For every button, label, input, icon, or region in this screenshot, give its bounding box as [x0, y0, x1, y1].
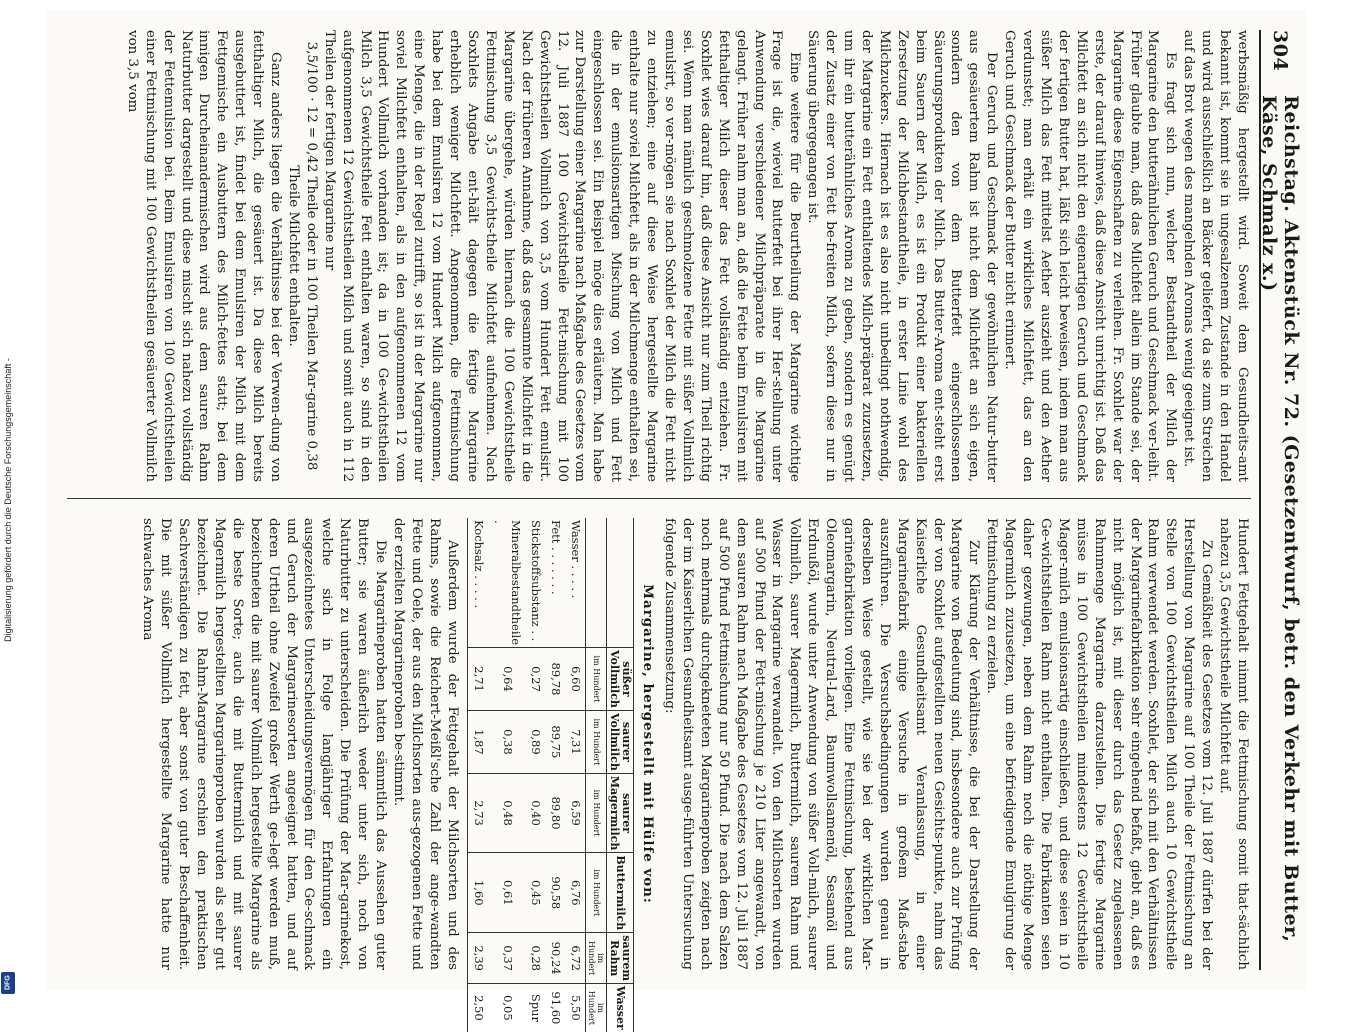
table-cell: 6,72 — [565, 933, 585, 984]
page-header — [1257, 30, 1302, 970]
table-corner — [606, 518, 633, 648]
document-page — [47, 10, 1307, 1030]
table-row — [565, 518, 585, 1032]
table-cell: 89,80 — [545, 773, 565, 852]
paragraph: Ganz anders liegen die Verhältnisse bei der Verwen-dung von fetthaltiger Milch, die gesäuert ist. Da diese Milch bereits ausgebuttert ist, findet bei dem Emulsiren der Milch mit dem Fettgemische ein Ausbuttern des Milch-fettes statt; bei dem innigen Durcheinandermischen wird aus dem sauren Rahm Naturbutter dargestellt und diese mischt sich nahezu vollständig der Fettemulsion bei. Beim Emulsiren von 100 Gewichtstheilen einer Fettmischung mit 100 Gewichtstheilen gesäuerter Vollmilch von 3,5 vom — [124, 30, 283, 482]
composition-table — [466, 518, 633, 1032]
table-cell: 89,75 — [545, 710, 565, 773]
table-cell: 6,60 — [565, 648, 585, 711]
paragraph: Hundert Fettgehalt nimmt die Fettmischung somit that-sächlich nahezu 3,5 Gewichtstheile Milchfett auf. — [1216, 518, 1250, 970]
unit-label: im Hundert — [585, 933, 606, 984]
unit-label: im Hundert — [585, 710, 606, 773]
table-caption: Margarine, hergestellt mit Hülfe von: — [639, 584, 656, 904]
paragraph: Es fragt sich nun, welcher Bestandtheil der Milch der Margarine den butterähnlichen Geruch und Geschmack ver-leiht. Früher glaubte man, daß das Milchfett allein im Stande sei, der Margarine diese Eigenschaften zu verleihen. Fr. Soxhlet war der erste, der darauf hinwies, daß diese Ansicht unrichtig ist. Daß das Milchfett an sich nicht den eigenartigen Geruch und Geschmack der fertigen Butter hat, läßt sich leicht beweisen, indem man aus süßer Milch das Fett mittelst Aether auszieht und den Aether verdunstet; man erhält ein wirkliches Milchfett, das an den Geruch und Geschmack der Butter nicht erinnert. — [1001, 30, 1178, 482]
unit-label: im Hundert — [585, 773, 606, 852]
table-cell: 1,87 — [467, 710, 487, 773]
table-cell: 2,39 — [467, 933, 487, 984]
table-cell: 6,76 — [565, 853, 585, 933]
dfg-logo: DFG — [1, 972, 15, 994]
table-cell: 0,28 — [525, 933, 545, 984]
table-cell: 0,27 — [525, 648, 545, 711]
column-header: saurer Magermilch — [606, 773, 633, 852]
paragraph: Zur Klärung der Verhältnisse, die bei der Darstellung der Margarine von Bedeutung sind, insbesondere auch zur Prüfung der von Soxhlet aufgestellten neuen Gesichts-punkte, nahm das Kaiserliche Gesundheitsamt Veranlassung, in einer Margarinefabrik einige Versuche in großem Maß-stabe auszuführen. Die Versuchsbedingungen wurden genau in derselben Weise gestellt, wie sie bei der wirklichen Mar-garinefabrikation vorliegen. Eine Fettmischung, bestehend aus Oleomargarin, Neutral-Lard, Baumwollsamenöl, Sesamöl und Erdnußöl, wurde unter Anwendung von süßer Voll-milch, saurer Vollmilch, saurer Magermilch, Buttermilch, saurem Rahm und Wasser in Margarine verwandelt. Von den Milchsorten wurden auf 500 Pfund der Fett-mischung je 210 Liter angewandt, von dem sauren Rahm nach Maßgabe des Gesetzes vom 12. Juli 1887 auf 500 Pfund Fettmischung nur 50 Pfund. Die nach dem Salzen noch mehrmals durchgekneteten Margarineproben zeigten nach der im Kaiserlichen Gesundheitsamt ausge-führten Untersuchung folgende Zusammensetzung: — [661, 518, 981, 970]
table-cell: 1,60 — [467, 853, 487, 933]
table-cell: 6,59 — [565, 773, 585, 852]
paragraph: Zu Gemäßheit des Gesetzes vom 12. Juli 1887 dürfen bei der Herstellung von Margarine auf 100 Theile der Fettmischung an Stelle von 100 Gewichtstheilen Milch auch 10 Gewichtstheile Rahm verwendet werden. Soxhlet, der sich mit den Verhältnissen der Margarinefabrikation sehr eingehend befaßt, giebt an, daß es nicht möglich ist, mit dieser durch das Gesetz zugelassenen Rahmmenge Margarine darzustellen. Die fertige Margarine müsse in 100 Gewichtstheilen mindestens 12 Gewichtstheile Mager-milch emulsionsartig einschließen, und diese seien in 10 Ge-wichtstheilen Rahm nicht enthalten. Die Fabrikanten seien daher gezwungen, neben dem Rahm noch die nöthige Menge Magermilch zuzusetzen, um eine befriedigende Emulgirung der Fettmischung zu erzielen. — [983, 518, 1214, 970]
row-label: Fett . . . . . . . — [548, 520, 563, 595]
sidebar — [0, 0, 16, 1000]
column-header: Buttermilch — [606, 853, 633, 933]
table-cell: 0,38 — [487, 710, 525, 773]
paragraph: Der Geruch und Geschmack der gewöhnlichen Natur-butter aus gesäuertem Rahm ist nicht dem Milchfett an sich eigen, sondern den von dem Butterfett eingeschlossenen Säuerungsprodukten der Milch. Das Butter-Aroma ent-steht erst beim Sauern der Milch, es ist ein Produkt einer bakteriellen Zersetzung der Milchbestandtheile, in erster Linie wohl des Milchzuckers. Hiernach ist es also nicht unbedingt nothwendig, der Margarine ein Fett enthaltendes Milch-präparat zuzusetzen, um ihr ein butterähnliches Aroma zu geben, sondern es genügt der Zusatz einer von Fett be-freiten Milch, sofern diese nur in Säuerung übergegangen ist. — [804, 30, 999, 482]
table-cell: 91,60 — [545, 984, 565, 1032]
table-cell: 90,24 — [545, 933, 565, 984]
table-cell: 7,31 — [565, 710, 585, 773]
table-cell: 2,71 — [467, 648, 487, 711]
table-cell: 0,40 — [525, 773, 545, 852]
table-row — [487, 518, 525, 1032]
page-number: 304 — [1268, 30, 1291, 72]
formula: 3,5/100 · 12 = 0,42 Theile oder in 100 Theilen Mar-garine 0,38 Theile Milchfett enthalten. — [285, 41, 319, 471]
row-label: Kochsalz . . . . . — [467, 518, 487, 648]
table-cell: 0,05 — [487, 984, 525, 1032]
table-row — [525, 518, 545, 1032]
paragraph: Eine weitere für die Beurtheilung der Margarine wichtige Frage ist die, wieviel Butterfett bei ihrer Her-stellung unter Anwendung verschiedener Milchpräparate in die Margarine gelangt. Früher nahm man an, daß die Fette beim Emulsiren mit fetthaltiger Milch dieser das Fett vollständig entziehen. Fr. Soxhlet wies darauf hin, daß diese Ansicht nur zum Theil richtig sei. Wenn man nämlich geschmolzene Fette mit süßer Vollmilch emulsirt, so ver-mögen sie nach Soxhlet der Milch die Fett nicht zu entziehen; eine auf diese Weise hergestellte Margarine enthalte nur soviel Milchfett, als in der Milchmenge enthalten sei, die in der emulsionsartigen Mischung von Milch und Fett eingeschlossen sei. Ein Beispiel möge dies erläutern. Man habe zur Darstellung einer Margarine nach Maßgabe des Gesetzes vom 12. Juli 1887 100 Gewichtstheile Fett-mischung mit 100 Gewichtstheilen Vollmilch von 3,5 vom Hundert Fett emulsirt. Nach der früheren Annahme, daß das gesammte Milchfett in die Margarine übergehe, würden hiernach die 100 Gewichtstheile Fettmischung 3,5 Gewichts-theile Milchfett aufnehmen. Nach Soxhlets Angabe ent-hält dagegen die fertige Margarine erheblich weniger Milchfett. Angenommen, die Fettmischung habe bei dem Emulsiren 12 vom Hundert Milch aufgenommen, eine Menge, die in der Regel zutrifft, so ist in der Margarine nur soviel Milchfett enthalten, als in den aufgenommenen 12 vom Hundert Vollmilch vorhanden ist; da in 100 Ge-wichtstheilen Milch 3,5 Gewichtstheile Fett enthalten waren, so sind in den aufgenommenen 12 Gewichtstheilen Milch und somit auch in 112 Theilen der fertigen Margarine nur — [321, 30, 802, 482]
column-header: saurer Vollmilch — [606, 710, 633, 773]
row-label: Stickstoffsubstanz . . — [528, 520, 543, 642]
unit-label: im Hundert — [585, 648, 606, 711]
table-row — [467, 518, 487, 1032]
row-label: Wasser . . . . . — [568, 520, 583, 599]
column-header: süßer Vollmilch — [606, 648, 633, 711]
right-column — [67, 518, 1251, 1030]
table-corner — [585, 518, 606, 648]
table-cell: 0,61 — [487, 853, 525, 933]
paragraph: Die Margarineproben hatten sämmtlich das Aussehen guter Butter; sie waren äußerlich weder unter sich, noch von Naturbutter zu unterscheiden. Die Prüfung der Mar-garinekost, welche sich in Folge langjähriger Erfahrungen ein ausgezeichnetes Unterscheidungsvermögen für den Ge-schmack und Geruch der Margarinesorten angeeignet hatten, und auf deren Urtheil ohne Zweifel großer Werth ge-legt werden muß, bezeichneten die mit saurer Vollmilch hergestellte Margarine als die beste Sorte; auch die mit Buttermilch und mit saurer Magermilch hergestellten Margarineproben wurden als sehr gut bezeichnet. Die Rahm-Margarine erschien den praktischen Sachverständigen zu fett, aber sonst von guter Beschaffenheit. Die mit süßer Vollmilch hergestellte Margarine hatte nur schwaches Aroma — [139, 518, 388, 970]
table-cell: 89,78 — [545, 648, 565, 711]
unit-label: im Hundert — [585, 853, 606, 933]
unit-label: im Hundert — [585, 984, 606, 1032]
column-header: Wasser — [606, 984, 633, 1032]
table-cell: 0,64 — [487, 648, 525, 711]
table-row — [545, 518, 565, 1032]
left-column — [67, 30, 1251, 482]
row-label: Mineralbestandtheile . — [491, 520, 523, 646]
paragraph: Außerdem wurde der Fettgehalt der Milchsorten und des Rahms, sowie die Reichert-Meißl'sche Zahl der ange-wandten Fette und Oele, der aus den Milchsorten aus-gezogenen Fette und der erzielten Margarineproben be-stimmt. — [390, 518, 460, 970]
table-cell: 0,45 — [525, 853, 545, 933]
table-cell: 2,73 — [467, 773, 487, 852]
table-cell: 5,50 — [565, 984, 585, 1032]
table-cell: 2,50 — [467, 984, 487, 1032]
table-cell: 0,48 — [487, 773, 525, 852]
page-title: Reichstag. Aktenstück Nr. 72. (Gesetzentwurf, betr. den Verkehr mit Butter, Käse, Schmalz x.) — [1257, 95, 1302, 943]
column-header: saurem Rahm — [606, 933, 633, 984]
table-cell: 90,58 — [545, 853, 565, 933]
table-cell: Spur — [525, 984, 545, 1032]
digitization-credit: Digitalisierung gefördert durch die Deutsche Forschungsgemeinschaft - — [3, 358, 13, 642]
table-cell: 0,37 — [487, 933, 525, 984]
column-divider — [67, 498, 1251, 499]
paragraph: werbsmäßig hergestellt wird. Soweit dem Gesundheits-amt bekannt ist, kommt sie in ungesalzenem Zustande in den Handel und wird ausschließlich an Bäcker geliefert, da sie zum Streichen auf das Brot wegen des mangelnden Aromas wenig geeignet ist. — [1180, 30, 1250, 482]
table-cell: 0,89 — [525, 710, 545, 773]
